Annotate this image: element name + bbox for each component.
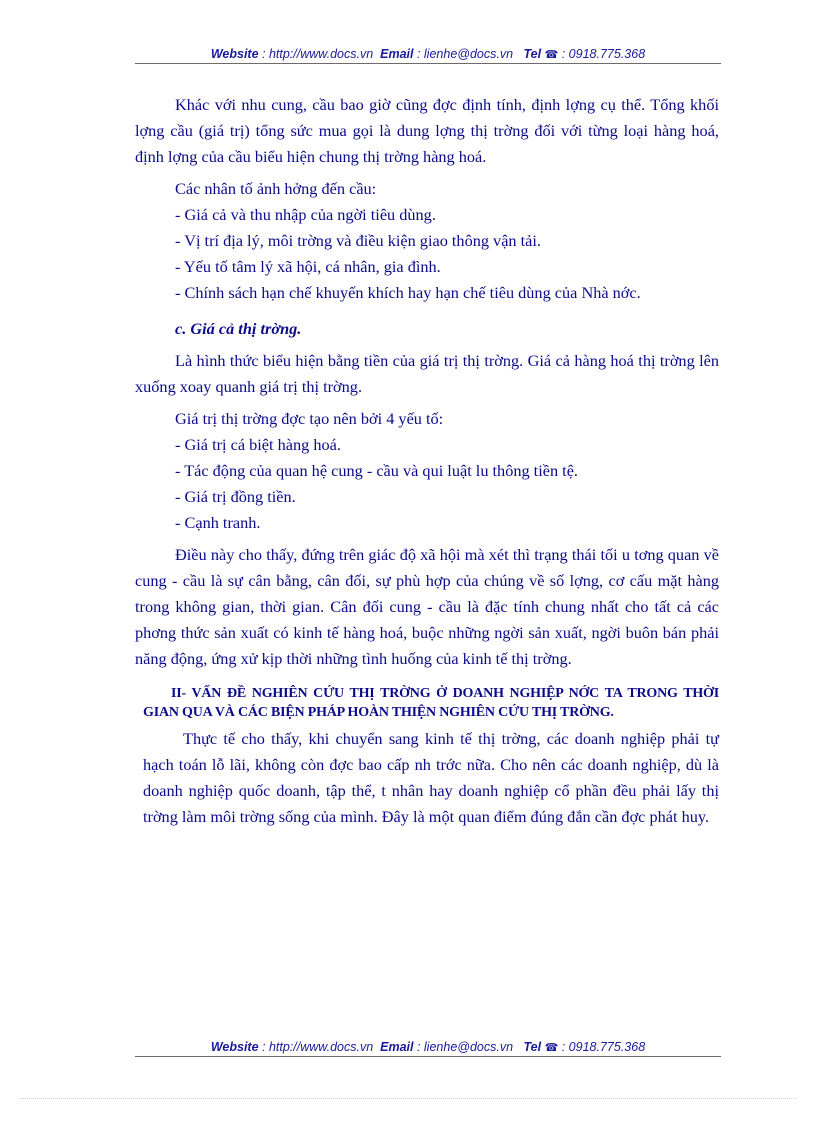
page-header <box>135 47 721 64</box>
paragraph-conclusion: Thực tế cho thấy, khi chuyển sang kinh tế thị trờng, các doanh nghiệp phải tự hạch toán lỗ lãi, không còn đợc bao cấp nh trớc nữa. Cho nên các doanh nghiệp, dù là doanh nghiệp quốc doanh, tập thể, t nhân hay doanh nghiệp cổ phần đều phải lấy thị trờng làm môi trờng sống của mình. Đây là một quan điểm đúng đắn cần đợc phát huy. <box>143 729 719 826</box>
list-item: - Giá trị đồng tiền. <box>175 487 296 506</box>
website-value: : http://www.docs.vn <box>258 47 374 61</box>
list-item: - Giá trị cá biệt hàng hoá. <box>175 435 341 454</box>
website-label: Website <box>210 47 259 61</box>
list-item: - Chính sách hạn chế khuyến khích hay hạn chế tiêu dùng của Nhà nớc. <box>175 283 641 302</box>
tel-label: Tel <box>523 47 542 61</box>
paragraph-demand-factors: Các nhân tố ảnh hởng đến cầu: <box>175 179 377 198</box>
paragraph-value-factors: Giá trị thị trờng đợc tạo nên bởi 4 yếu tố: <box>175 409 444 428</box>
paragraph-demand-intro: Khác với nhu cung, cầu bao giờ cũng đợc định tính, định lợng cụ thể. Tổng khối lợng cầu (giá trị) tổng sức mua gọi là dung lợng thị trờng đối với từng loại hàng hoá, định lợng của cầu biểu hiện chung thị trờng hàng hoá. <box>135 95 719 166</box>
list-item: - Yếu tố tâm lý xã hội, cá nhân, gia đình. <box>175 257 441 276</box>
section-heading: II- VẤN ĐỀ NGHIÊN CỨU THỊ TRỜNG Ở DOANH NGHIỆP NỚC TA TRONG THỜI GIAN QUA VÀ CÁC BIỆN PHÁP HOÀN THIỆN NGHIÊN CỨU THỊ TRỜNG. <box>143 686 719 720</box>
website-value: : http://www.docs.vn <box>258 1040 374 1054</box>
tel-value: : 0918.775.368 <box>558 1040 646 1054</box>
phone-icon: ☎ <box>544 1042 559 1054</box>
email-label: Email <box>380 47 414 61</box>
list-item: - Tác động của quan hệ cung - cầu và qui luật lu thông tiền tệ. <box>175 461 578 480</box>
tel-label: Tel <box>523 1040 542 1054</box>
list-item: - Vị trí địa lý, môi trờng và điều kiện giao thông vận tải. <box>175 231 541 250</box>
subheading-market-price: c. Giá cả thị trờng. <box>175 319 302 338</box>
paragraph-balance: Điều này cho thấy, đứng trên giác độ xã hội mà xét thì trạng thái tối u tơng quan về cung - cầu là sự cân bằng, cân đối, sự phù hợp của chúng về số lợng, cơ cấu mặt hàng trong không gian, thời gian. Cân đối cung - cầu là đặc tính chung nhất cho tất cả các phơng thức sản xuất có kinh tế hàng hoá, buộc những ngời sản xuất, ngời buôn bán phải năng động, ứng xử kịp thời những tình huống của kinh tế thị trờng. <box>135 545 719 668</box>
email-value: : lienhe@docs.vn <box>413 1040 514 1054</box>
phone-icon: ☎ <box>544 49 559 61</box>
website-label: Website <box>210 1040 259 1054</box>
page-footer <box>135 1040 721 1057</box>
list-item: - Cạnh tranh. <box>175 513 261 532</box>
document-body <box>135 92 719 830</box>
page-bottom-divider <box>20 1098 796 1099</box>
tel-value: : 0918.775.368 <box>558 47 646 61</box>
email-label: Email <box>380 1040 414 1054</box>
email-value: : lienhe@docs.vn <box>413 47 514 61</box>
paragraph-price-definition: Là hình thức biểu hiện bằng tiền của giá trị thị trờng. Giá cả hàng hoá thị trờng lên xuống xoay quanh giá trị thị trờng. <box>135 351 719 396</box>
list-item: - Giá cả và thu nhập của ngời tiêu dùng. <box>175 205 436 224</box>
